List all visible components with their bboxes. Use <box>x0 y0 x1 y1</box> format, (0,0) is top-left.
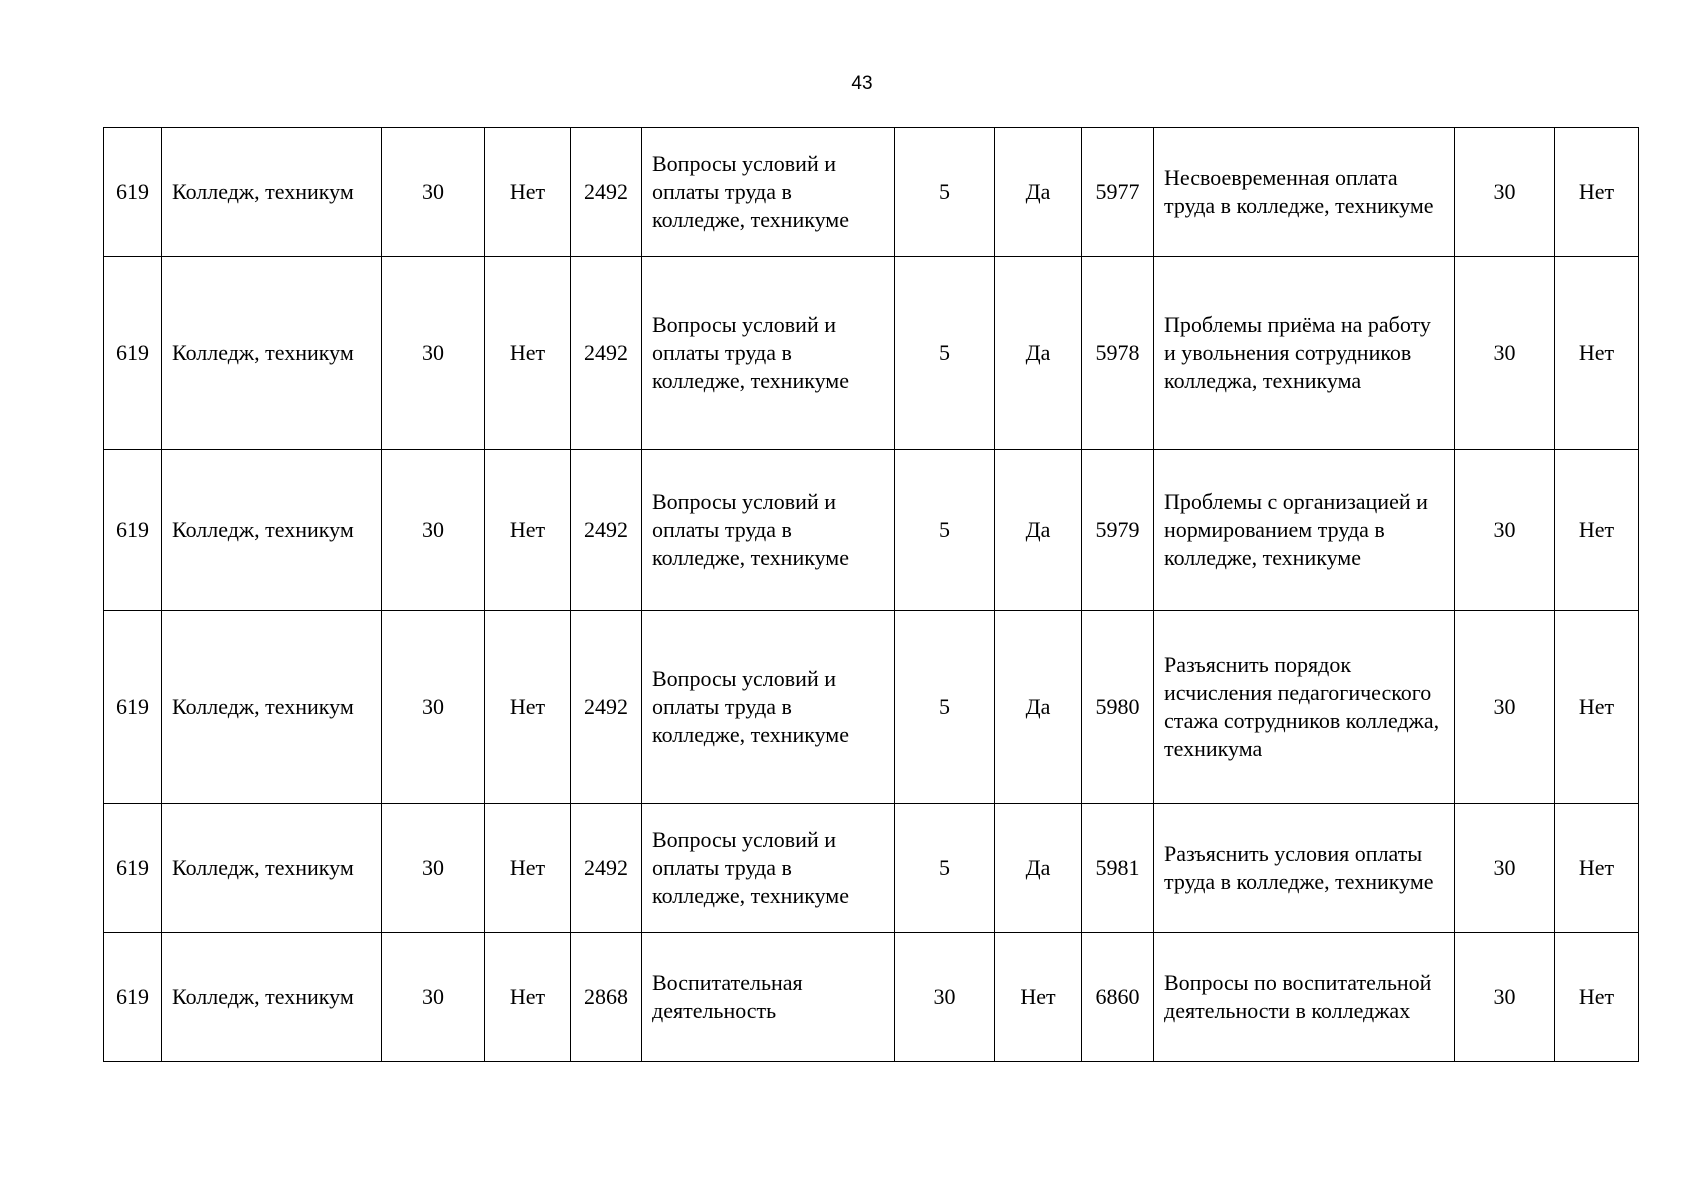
table-row <box>104 257 1639 450</box>
table-row <box>104 450 1639 611</box>
question-days-cell: 30 <box>1455 450 1555 611</box>
topic-flag-cell: Нет <box>485 128 571 257</box>
subtopic-code-cell: 2492 <box>571 128 642 257</box>
topic-flag-cell: Нет <box>485 257 571 450</box>
topic-flag-cell: Нет <box>485 450 571 611</box>
subtopic-code-cell: 2492 <box>571 804 642 933</box>
subtopic-flag-cell: Нет <box>995 933 1082 1062</box>
topic-flag-cell: Нет <box>485 611 571 804</box>
subtopic-code-cell: 2492 <box>571 450 642 611</box>
subtopic-days-cell: 5 <box>895 804 995 933</box>
question-code-cell: 6860 <box>1082 933 1154 1062</box>
subtopic-flag-cell: Да <box>995 257 1082 450</box>
topic-code-cell: 619 <box>104 611 162 804</box>
topic-name-cell: Колледж, техникум <box>162 804 382 933</box>
topic-name-cell: Колледж, техникум <box>162 611 382 804</box>
question-days-cell: 30 <box>1455 804 1555 933</box>
subtopic-days-cell: 5 <box>895 257 995 450</box>
topic-name-cell: Колледж, техникум <box>162 450 382 611</box>
topic-flag-cell: Нет <box>485 933 571 1062</box>
subtopic-days-cell: 5 <box>895 450 995 611</box>
question-code-cell: 5981 <box>1082 804 1154 933</box>
question-days-cell: 30 <box>1455 611 1555 804</box>
question-code-cell: 5978 <box>1082 257 1154 450</box>
question-name-cell: Проблемы приёма на работу и увольнения сотрудников колледжа, техникума <box>1154 257 1455 450</box>
question-name-cell: Разъяснить порядок исчисления педагогического стажа сотрудников колледжа, техникума <box>1154 611 1455 804</box>
question-days-cell: 30 <box>1455 933 1555 1062</box>
topic-days-cell: 30 <box>382 611 485 804</box>
question-name-cell: Проблемы с организацией и нормированием труда в колледже, техникуме <box>1154 450 1455 611</box>
question-flag-cell: Нет <box>1555 611 1639 804</box>
subtopic-name-cell: Вопросы условий и оплаты труда в колледже, техникуме <box>642 257 895 450</box>
subtopic-name-cell: Вопросы условий и оплаты труда в колледже, техникуме <box>642 611 895 804</box>
subtopic-flag-cell: Да <box>995 450 1082 611</box>
subtopic-days-cell: 30 <box>895 933 995 1062</box>
question-name-cell: Вопросы по воспитательной деятельности в колледжах <box>1154 933 1455 1062</box>
subtopic-code-cell: 2492 <box>571 257 642 450</box>
topic-code-cell: 619 <box>104 128 162 257</box>
question-name-cell: Разъяснить условия оплаты труда в колледже, техникуме <box>1154 804 1455 933</box>
topic-name-cell: Колледж, техникум <box>162 128 382 257</box>
subtopic-flag-cell: Да <box>995 611 1082 804</box>
topic-days-cell: 30 <box>382 804 485 933</box>
topic-days-cell: 30 <box>382 257 485 450</box>
question-days-cell: 30 <box>1455 128 1555 257</box>
question-flag-cell: Нет <box>1555 257 1639 450</box>
topic-code-cell: 619 <box>104 933 162 1062</box>
topic-flag-cell: Нет <box>485 804 571 933</box>
topic-code-cell: 619 <box>104 257 162 450</box>
subtopic-flag-cell: Да <box>995 128 1082 257</box>
question-flag-cell: Нет <box>1555 128 1639 257</box>
table-row <box>104 804 1639 933</box>
subtopic-days-cell: 5 <box>895 128 995 257</box>
subtopic-name-cell: Вопросы условий и оплаты труда в колледже, техникуме <box>642 450 895 611</box>
question-code-cell: 5980 <box>1082 611 1154 804</box>
subtopic-code-cell: 2868 <box>571 933 642 1062</box>
table-body <box>104 128 1639 1062</box>
table-row <box>104 611 1639 804</box>
topic-days-cell: 30 <box>382 128 485 257</box>
subtopic-days-cell: 5 <box>895 611 995 804</box>
topic-days-cell: 30 <box>382 450 485 611</box>
subtopic-name-cell: Вопросы условий и оплаты труда в колледже, техникуме <box>642 804 895 933</box>
subtopic-name-cell: Воспитательная деятельность <box>642 933 895 1062</box>
topic-code-cell: 619 <box>104 804 162 933</box>
subtopic-code-cell: 2492 <box>571 611 642 804</box>
topic-code-cell: 619 <box>104 450 162 611</box>
question-flag-cell: Нет <box>1555 450 1639 611</box>
question-flag-cell: Нет <box>1555 933 1639 1062</box>
table-row <box>104 933 1639 1062</box>
topic-name-cell: Колледж, техникум <box>162 257 382 450</box>
question-name-cell: Несвоевременная оплата труда в колледже, техникуме <box>1154 128 1455 257</box>
subtopic-name-cell: Вопросы условий и оплаты труда в колледже, техникуме <box>642 128 895 257</box>
question-days-cell: 30 <box>1455 257 1555 450</box>
question-code-cell: 5979 <box>1082 450 1154 611</box>
question-code-cell: 5977 <box>1082 128 1154 257</box>
topic-name-cell: Колледж, техникум <box>162 933 382 1062</box>
topic-days-cell: 30 <box>382 933 485 1062</box>
subtopic-flag-cell: Да <box>995 804 1082 933</box>
table-row <box>104 128 1639 257</box>
question-flag-cell: Нет <box>1555 804 1639 933</box>
page-number: 43 <box>851 73 873 94</box>
classification-table <box>103 127 1639 1062</box>
